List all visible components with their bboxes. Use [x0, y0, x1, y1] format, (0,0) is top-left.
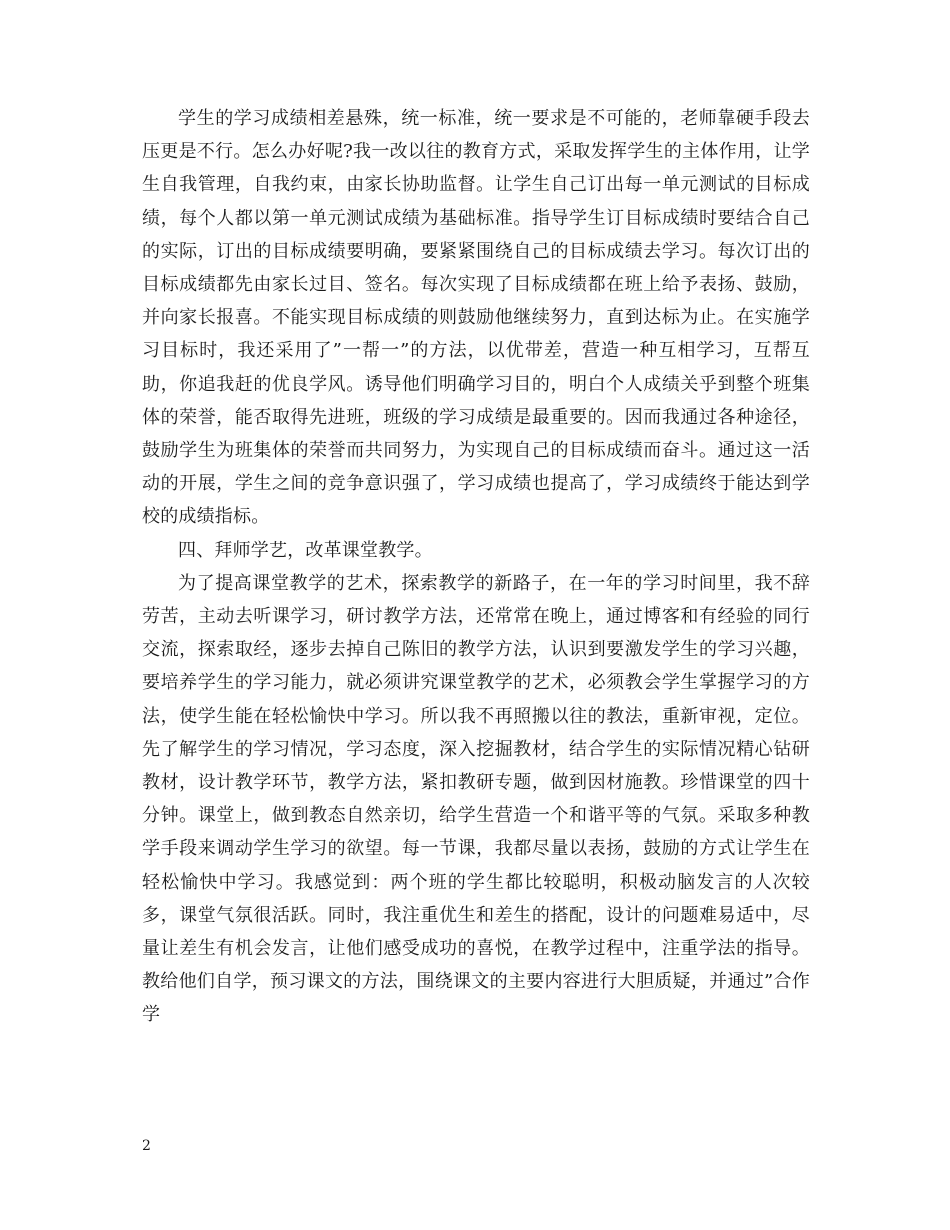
page-number: 2 — [142, 1138, 151, 1154]
page-body — [142, 102, 810, 1032]
section-heading-four: 四、拜师学艺，改革课堂教学。 — [178, 539, 433, 561]
paragraph-classroom-teaching: 为了提高课堂教学的艺术，探索教学的新路子，在一年的学习时间里，我不辞劳苦，主动去听课学习，研讨教学方法，还常常在晚上，通过博客和有经验的同行交流，探索取经，逐步去掉自己陈旧的教学方法，认识到要激发学生的学习兴趣，要培养学生的学习能力，就必须讲究课堂教学的艺术，必须教会学生掌握学习的方法，使学生能在轻松愉快中学习。所以我不再照搬以往的教法，重新审视，定位。先了解学生的学习情况，学习态度，深入挖掘教材，结合学生的实际情况精心钻研教材，设计教学环节，教学方法，紧扣教研专题，做到因材施教。珍惜课堂的四十分钟。课堂上，做到教态自然亲切，给学生营造一个和谐平等的气氛。采取多种教学手段来调动学生学习的欲望。每一节课，我都尽量以表扬，鼓励的方式让学生在轻松愉快中学习。我感觉到：两个班的学生都比较聪明，积极动脑发言的人次较多，课堂气氛很活跃。同时，我注重优生和差生的搭配，设计的问题难易适中，尽量让差生有机会发言，让他们感受成功的喜悦，在教学过程中，注重学法的指导。教给他们自学，预习课文的方法，围绕课文的主要内容进行大胆质疑，并通过”合作学 — [142, 572, 810, 1026]
paragraph-goal-setting: 学生的学习成绩相差悬殊，统一标准，统一要求是不可能的，老师靠硬手段去压更是不行。怎么办好呢?我一改以往的教育方式，采取发挥学生的主体作用，让学生自我管理，自我约束，由家长协助监督。让学生自己订出每一单元测试的目标成绩，每个人都以第一单元测试成绩为基础标准。指导学生订目标成绩时要结合自己的实际，订出的目标成绩要明确，要紧紧围绕自己的目标成绩去学习。每次订出的目标成绩都先由家长过目、签名。每次实现了目标成绩都在班上给予表扬、鼓励，并向家长报喜。不能实现目标成绩的则鼓励他继续努力，直到达标为止。在实施学习目标时，我还采用了”一帮一”的方法，以优带差，营造一种互相学习，互帮互助，你追我赶的优良学风。诱导他们明确学习目的，明白个人成绩关乎到整个班集体的荣誉，能否取得先进班，班级的学习成绩是最重要的。因而我通过各种途径，鼓励学生为班集体的荣誉而共同努力，为实现自己的目标成绩而奋斗。通过这一活动的开展，学生之间的竞争意识强了，学习成绩也提高了，学习成绩终于能达到学校的成绩指标。 — [142, 108, 810, 528]
